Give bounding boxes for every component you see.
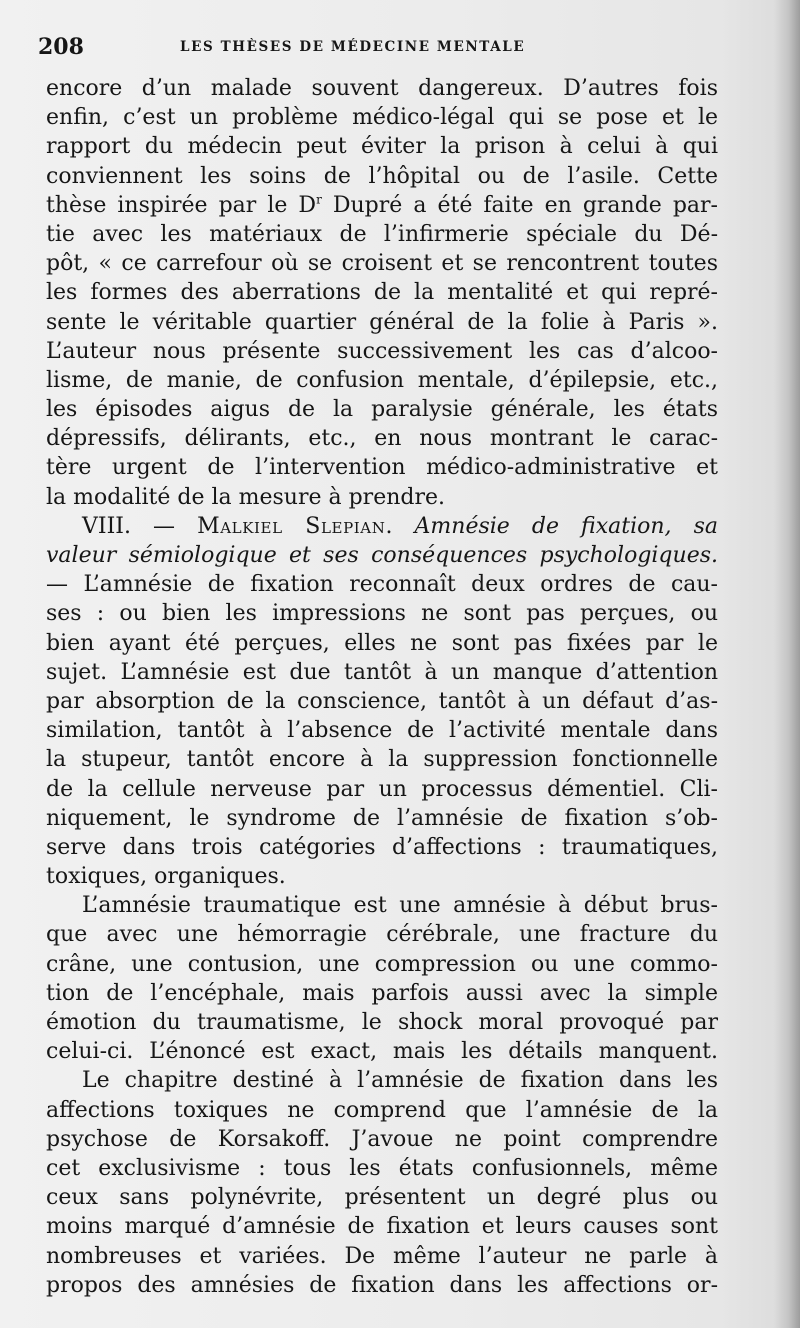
superscript-r: r [316,192,322,207]
text-line: propos des amnésies de fixation dans les affections or- [46,1272,718,1298]
text-line: niquement, le syndrome de l’amnésie de fixation s’ob- [46,805,718,831]
text-line: celui-ci. L’énoncé est exact, mais les détails manquent. [46,1039,718,1065]
text-line: bien ayant été perçues, elles ne sont pas fixées par le [46,630,718,656]
text-line: tion de l’encéphale, mais parfois aussi avec la simple [46,980,718,1006]
text-line: la stupeur, tantôt encore à la suppression fonctionnelle [46,747,718,773]
section-heading-line [46,512,718,541]
text-line: moins marqué d’amnésie de fixation et leurs causes sont [46,1214,718,1240]
text-fragment: Dupré a été faite en grande par- [321,192,718,218]
text-line: lisme, de manie, de confusion mentale, d’épilepsie, etc., [46,367,718,393]
text-line: Le chapitre destiné à l’amnésie de fixation dans les [82,1068,718,1094]
text-line: rapport du médecin peut éviter la prison à celui à qui [46,134,718,160]
text-line: cet exclusivisme : tous les états confusionnels, même [46,1155,718,1181]
text-line: pôt, « ce carrefour où se croisent et se rencontrent toutes [46,251,718,277]
author-name: Malkiel Slepian [197,513,386,539]
thesis-title-continued: valeur sémiologique et ses conséquences psychologiques. [46,543,718,568]
text-line: affections toxiques ne comprend que l’amnésie de la [46,1097,718,1123]
text-line: enfin, c’est un problème médico-légal qui se pose et le [46,105,718,131]
text-line: les formes des aberrations de la mentalité et qui repré- [46,280,718,306]
text-line: émotion du traumatisme, le shock moral provoqué par [46,1010,718,1035]
text-line: conviennent les soins de l’hôpital ou de l’asile. Cette [46,163,718,189]
text-line: crâne, une contusion, une compression ou une commo- [46,951,718,977]
text-line: encore d’un malade souvent dangereux. D’autres fois [46,76,718,101]
text-line: tère urgent de l’intervention médico-administrative et [46,455,718,481]
text-line: toxiques, organiques. [46,864,286,890]
text-line: nombreuses et variées. De même l’auteur ne parle à [46,1243,718,1269]
running-title: LES THÈSES DE MÉDECINE MENTALE [180,39,526,55]
text-line: de la cellule nerveuse par un processus démentiel. Cli- [46,776,718,802]
text-line: dépressifs, délirants, etc., en nous montrant le carac- [46,426,718,452]
text-line: serve dans trois catégories d’affections : traumatiques, [46,834,718,860]
text-fragment: thèse inspirée par le D [46,192,317,218]
text-line: que avec une hémorragie cérébrale, une fracture du [46,922,718,948]
text-line: L’auteur nous présente successivement les cas d’alcoo- [46,338,718,364]
text-line: — L’amnésie de fixation reconnaît deux ordres de cau- [46,572,718,598]
text-line: sente le véritable quartier général de la folie à Paris ». [46,309,718,335]
text-line: L’amnésie traumatique est une amnésie à début brus- [82,893,718,919]
separator: . [385,513,415,539]
text-line: ceux sans polynévrite, présentent un degré plus ou [46,1185,718,1211]
page-edge-shadow [774,0,800,1328]
text-line: tie avec les matériaux de l’infirmerie spéciale du Dé- [46,221,718,247]
text-line: similation, tantôt à l’absence de l’activité mentale dans [46,718,718,744]
thesis-title: Amnésie de fixation, sa [414,513,718,539]
text-line: ses : ou bien les impressions ne sont pas perçues, ou [46,601,718,627]
page-header [38,34,758,64]
text-line: par absorption de la conscience, tantôt à un défaut d’as- [46,688,718,714]
section-number: VIII. — [82,513,198,539]
text-line: la modalité de la mesure à prendre. [46,484,445,510]
text-line: sujet. L’amnésie est due tantôt à un manque d’attention [46,659,718,685]
text-line: les épisodes aigus de la paralysie générale, les états [46,397,718,423]
body-text [46,74,718,1300]
page-number: 208 [38,34,84,60]
text-line-with-superscript [46,191,718,220]
text-line: psychose de Korsakoff. J’avoue ne point comprendre [46,1126,718,1152]
